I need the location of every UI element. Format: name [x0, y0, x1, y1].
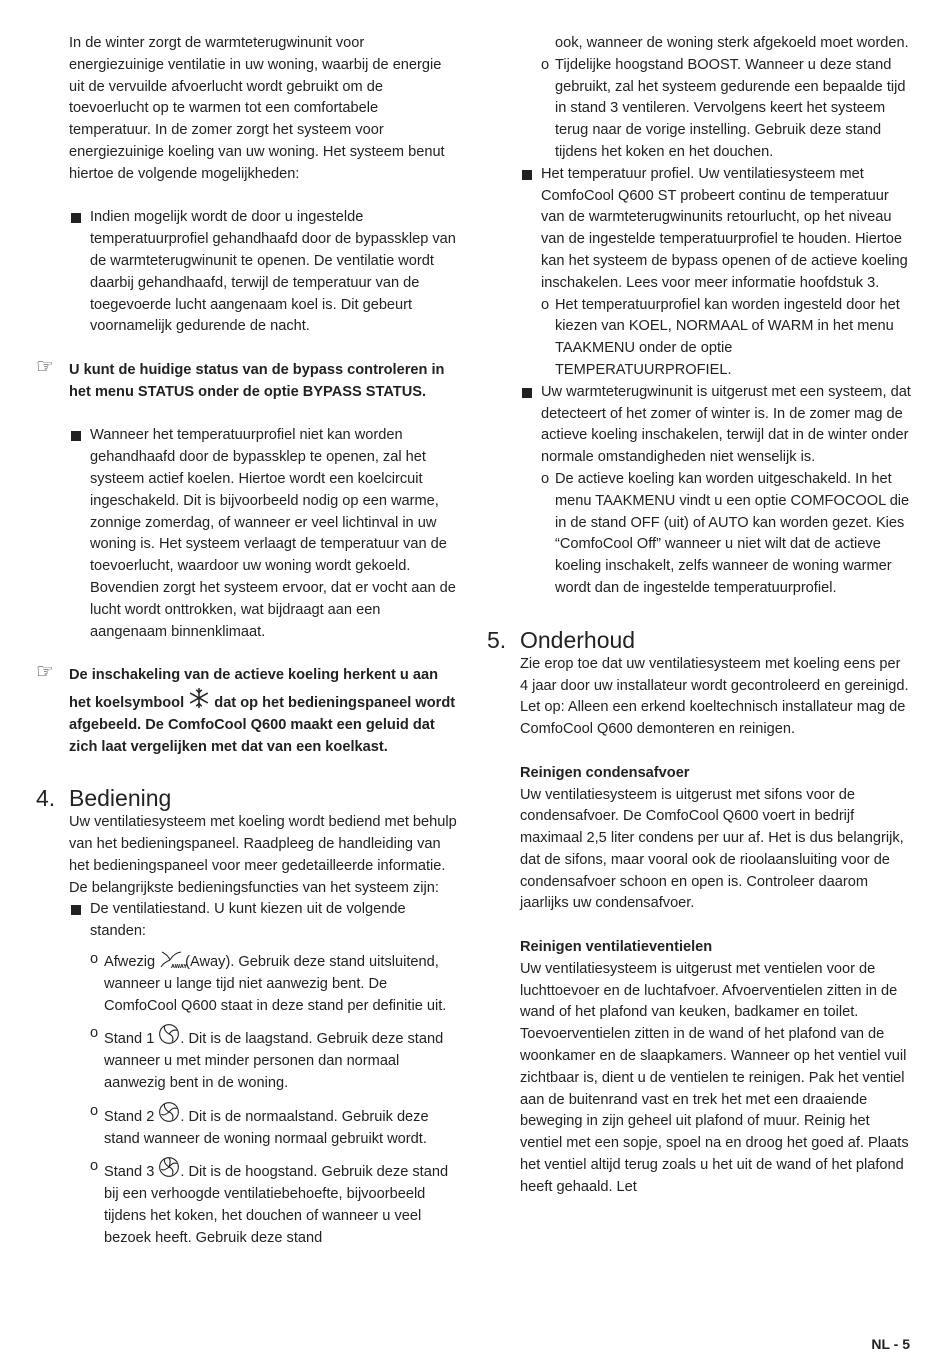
stand-2-item: o Stand 2 . Dit is de normaalstand. Gebruik deze stand wanneer de woning normaal gebruikt wordt.: [69, 1101, 459, 1151]
cooling-symbol-note: ☞ De inschakeling van de actieve koeling herkent u aan het koelsymbool dat op het bedieningspaneel wordt afgebeeld. De ComfoCool Q600 maakt een geluid dat zich laat vergelijken met dat van een koelkast.: [36, 661, 456, 755]
valves-text: Uw ventilatiesysteem is uitgerust met ventielen voor de luchttoevoer en de luchtafvoer. Afvoerventielen zitten in de wand of het plafond van keuken, badkamer en toilet. Toevoerventielen zitten in de wand of het plafond van de woonkamer en de slaapkamers. Wanneer op het ventiel vuil zichtbaar is, dient u de ventielen te reinigen. Pak het ventiel aan de buitenrand vast en trek het met een draaiende beweging in zijn geheel uit plafond of muur. Reinig het ventiel met een sopje, spoel na en droog het goed af. Plaats het ventiel altijd terug zoals u het uit de wand of het plafond heeft gehaald. Let: [520, 960, 909, 1195]
section-5-intro: Zie erop toe dat uw ventilatiesysteem met koeling eens per 4 jaar door uw installateur wordt gecontroleerd en gereinigd. Let op: Alleen een erkend koeltechnisch installateur mag de ComfoCool Q600 demonteren en reinigen.: [520, 655, 909, 738]
left-column: [36, 33, 459, 1250]
away-fan-icon: [159, 949, 188, 971]
snowflake-icon: [188, 687, 210, 709]
right-column: [487, 33, 912, 1199]
condens-text: Uw ventilatiesysteem is uitgerust met sifons voor de condensafvoer. De ComfoCool Q600 voert in bedrijf maximaal 2,5 liter condens per uur af. Het is dus belangrijk, dat de sifons, maar vooral ook de rioolaansluiting voor de condensafvoer schoon en open is. Controleer daarom jaarlijks uw condensafvoer.: [520, 786, 904, 912]
active-cooling-bullet: Wanneer het temperatuurprofiel niet kan worden gehandhaafd door de bypassklep te openen, zal het systeem actief koelen. Hiertoe wordt een koelcircuit ingeschakeld. Dit is bijvoorbeeld nodig op een warme, zonnige zomerdag, of wanneer er veel lichtinval in uw woning is. Het systeem verlaagt de temperatuur van de toevoerlucht, waardoor uw woning wordt gekoeld. Bovendien zorgt het systeem ervoor, dat er vocht aan de lucht wordt onttrokken, wat bijdraagt aan een aangenaam binnenklimaat.: [69, 425, 459, 643]
disable-cooling-item: o De actieve koeling kan worden uitgeschakeld. In het menu TAAKMENU vindt u een optie COMFOCOOL die in de stand OFF (uit) of AUTO kan worden gezet. Kies “ComfoCool Off” wanneer u niet wilt dat de actieve koeling inschakelt, zelfs wanneer de woning warmer wordt dan de ingestelde temperatuurprofiel.: [520, 469, 912, 600]
section-4-heading: 4. Bediening: [36, 785, 172, 812]
intro-paragraph: In de winter zorgt de warmteterugwinunit voor energiezuinige ventilatie in uw woning, waarbij de energie uit de vervuilde afvoerlucht wordt gebruikt om de toevoerlucht op te warmen tot een comfortabele temperatuur. In de zomer zorgt het systeem voor energiezuinige koeling van uw woning. Het systeem benut hiertoe de volgende mogelijkheden:: [69, 35, 445, 182]
fan-speed-3-icon: [158, 1156, 180, 1178]
stand-3-continuation: ook, wanneer de woning sterk afgekoeld moet worden.: [555, 35, 909, 51]
section-4-intro: Uw ventilatiesysteem met koeling wordt bediend met behulp van het bedieningspaneel. Raadpleeg de handleiding van het bedieningspaneel voor meer gedetailleerde informatie. De belangrijkste bedieningsfuncties van het systeem zijn:: [69, 814, 457, 896]
pointing-hand-icon: ☞: [36, 661, 54, 684]
temperature-profile-bullet: Het temperatuur profiel. Uw ventilatiesysteem met ComfoCool Q600 ST probeert continu de temperatuur van de warmteterugwinunits retourlucht, op het niveau van de ingestelde temperatuurprofiel te houden. Hiertoe kan het systeem de bypass openen of de actieve koeling inschakelen. Lees voor meer informatie hoofdstuk 3.: [520, 164, 912, 295]
away-mode-item: o Afwezig AWAY (Away). Gebruik deze stand uitsluitend, wanneer u lange tijd niet aanwezig bent. De ComfoCool Q600 staat in deze stand per definitie uit.: [69, 949, 459, 1017]
fan-speed-2-icon: [158, 1101, 180, 1123]
valves-heading: Reinigen ventilatieventielen: [520, 939, 713, 956]
ventilation-mode-bullet: De ventilatiestand. U kunt kiezen uit de volgende standen:: [69, 899, 459, 943]
page-number: NL - 5: [871, 1336, 910, 1352]
section-5-heading: 5. Onderhoud: [487, 626, 636, 653]
bypass-status-note: ☞ U kunt de huidige status van de bypass controleren in het menu STATUS onder de optie BYPASS STATUS.: [36, 355, 445, 400]
stand-1-item: o Stand 1 . Dit is de laagstand. Gebruik deze stand wanneer u met minder personen dan normaal aanwezig bent in de woning.: [69, 1023, 459, 1094]
svg-text:AWAY: AWAY: [171, 964, 188, 971]
season-detection-bullet: Uw warmteterugwinunit is uitgerust met een systeem, dat detecteert of het zomer of winter is. In de zomer mag de actieve koeling inschakelen, terwijl dat in de winter onder normale omstandigheden niet wenselijk is.: [520, 382, 912, 469]
stand-3-item: o Stand 3 . Dit is de hoogstand. Gebruik deze stand bij een verhoogde ventilatiebehoefte, bijvoorbeeld tijdens het koken, het douchen of wanneer u veel bezoek heeft. Gebruik deze stand: [69, 1156, 459, 1249]
profile-setting-item: o Het temperatuurprofiel kan worden ingesteld door het kiezen van KOEL, NORMAAL of WARM in het menu TAAKMENU onder de optie TEMPERATUURPROFIEL.: [520, 295, 912, 382]
bypass-bullet: Indien mogelijk wordt de door u ingestelde temperatuurprofiel gehandhaafd door de bypassklep van de warmteterugwinunit te openen. De ventilatie wordt daarbij gehandhaafd, terwijl de temperatuur van de toegevoerde lucht aangenaam koel is. Dit gebeurt voornamelijk gedurende de nacht.: [69, 207, 459, 338]
pointing-hand-icon: ☞: [36, 355, 54, 378]
boost-item: o Tijdelijke hoogstand BOOST. Wanneer u deze stand gebruikt, zal het systeem gedurende een bepaalde tijd in stand 3 ventileren. Vervolgens keert het systeem terug naar de vorige instelling. Gebruik deze stand tijdens het koken en het douchen.: [520, 55, 912, 164]
fan-speed-1-icon: [158, 1023, 180, 1045]
condens-heading: Reinigen condensafvoer: [520, 764, 690, 781]
